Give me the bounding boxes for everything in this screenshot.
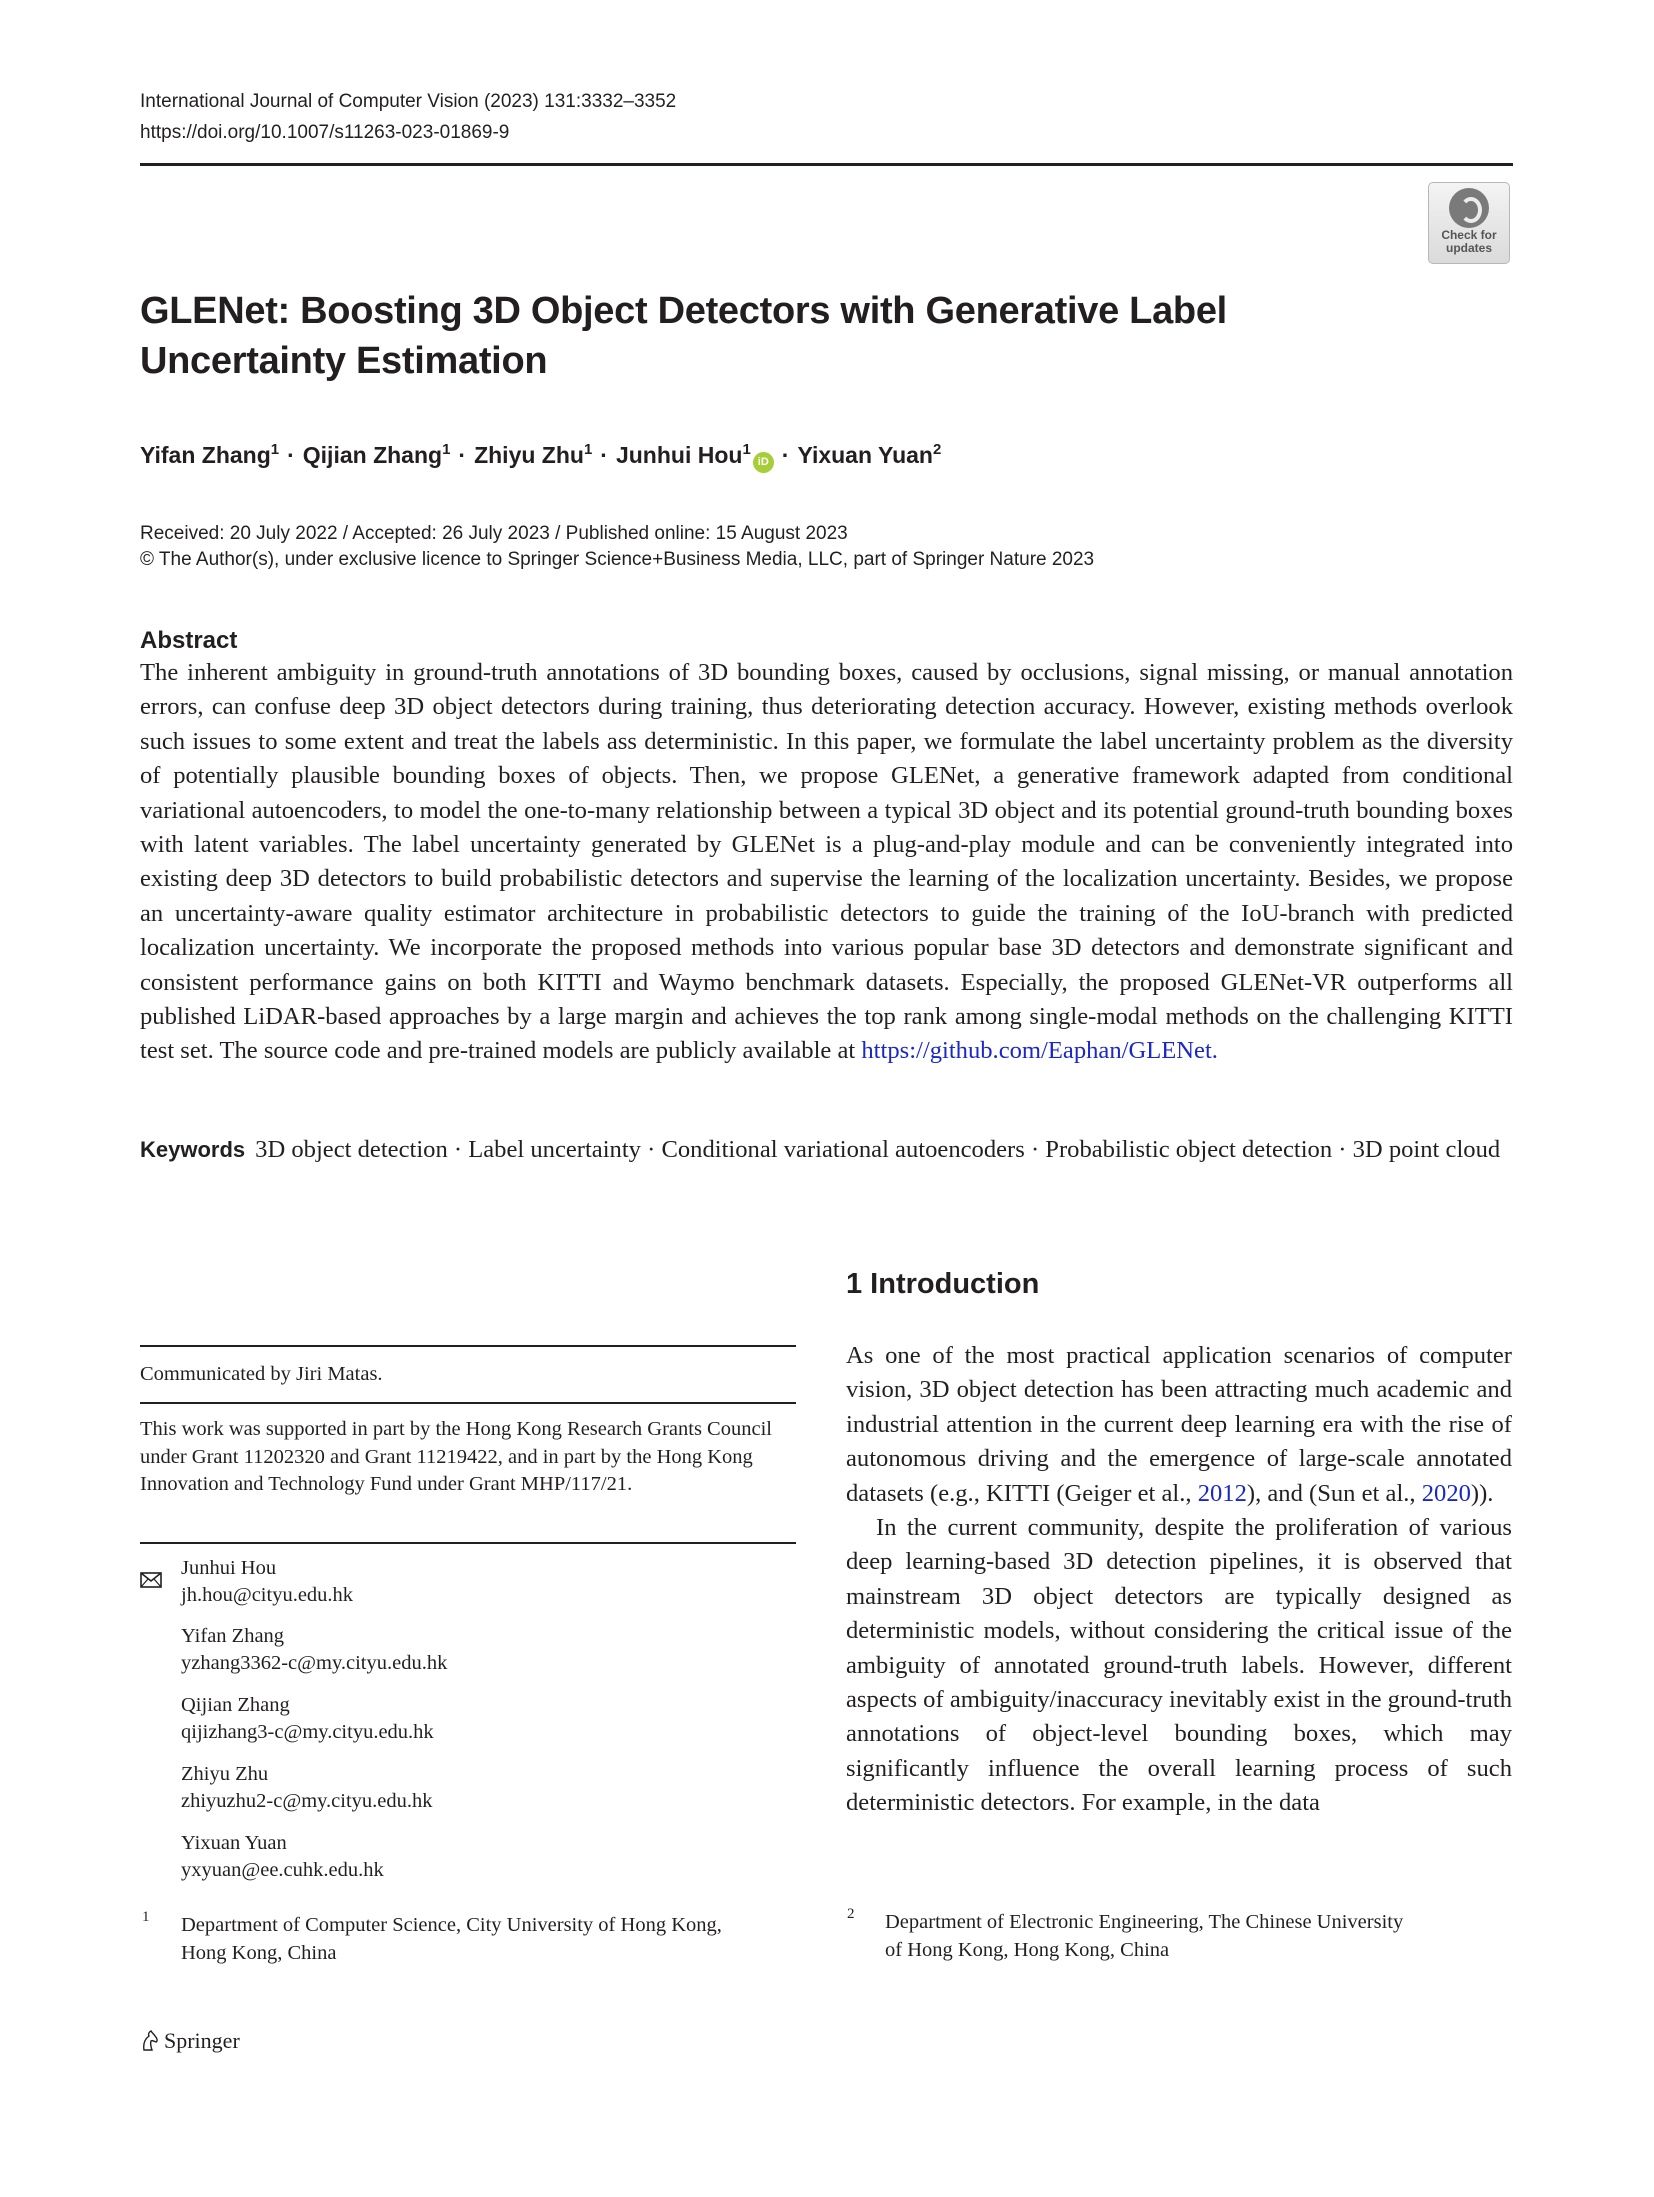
author-list: Yifan Zhang$^1$ · Qijian Zhang$^1$ · Zhiyu Zhu$^1$ · Junhui Hou$^1$iD · Yixuan Yuan$^2$ [140,432,941,473]
author-affiliation-mark: 1 [442,441,451,458]
intro-text: ), and (Sun et al., [1246,1479,1422,1507]
contact-name: Junhui Hou [181,1557,277,1579]
affiliation-number: 2 [847,1906,855,1922]
author-name[interactable]: Qijian Zhang [302,442,443,468]
badge-line-2: updates [1445,241,1492,255]
springer-horse-icon [140,2030,160,2052]
contact-name: Qijian Zhang [181,1694,290,1716]
header-rule [140,163,1513,166]
footnote-rule [140,1542,796,1544]
funding-note: This work was supported in part by the Hong Kong Research Grants Council under Grant 11202320 and Grant 11219422, and in part by the Hong Kong Innovation and Technology Fund under Grant MHP/117/21. [140,1418,772,1495]
author-name[interactable]: Junhui Hou [615,442,743,468]
author-affiliation-mark: 1 [742,441,751,458]
contact-name: Zhiyu Zhu [181,1763,269,1785]
contact-name: Yixuan Yuan [181,1832,287,1854]
copyright-line: © The Author(s), under exclusive licence to Springer Science+Business Media, LLC, part of Springer Nature 2023 [140,549,1095,570]
keywords [140,1133,1513,1167]
doi-link[interactable]: https://doi.org/10.1007/s11263-023-01869-9 [140,122,510,143]
envelope-icon [140,1572,162,1588]
code-repository-link[interactable]: https://github.com/Eaphan/GLENet. [861,1037,1218,1065]
footnote-rule [140,1402,796,1404]
contact-email[interactable]: yzhang3362-c@my.cityu.edu.hk [181,1652,448,1674]
abstract-body [140,656,1513,1069]
intro-text: )). [1470,1479,1494,1507]
contact-email[interactable]: jh.hou@cityu.edu.hk [181,1584,354,1606]
communicated-by: Communicated by Jiri Matas. [140,1363,383,1385]
affiliation-number: 1 [142,1909,150,1925]
introduction-body [846,1339,1512,1821]
footnote-rule [140,1345,796,1347]
keywords-list: 3D object detection · Label uncertainty · Conditional variational autoencoders · Probabilistic object detection · 3D point cloud [255,1136,1501,1163]
affiliation-text: Department of Electronic Engineering, The Chinese University of Hong Kong, Hong Kong, China [885,1911,1404,1961]
abstract-heading: Abstract [140,627,238,654]
intro-text: As one of the most practical application scenarios of computer vision, 3D object detection has been attracting much academic and industrial attention in the current deep learning era with the rise of autonomous driving and the emergence of large-scale annotated datasets (e.g., KITTI (Geiger et al., [846,1342,1512,1507]
author-name[interactable]: Yifan Zhang [140,442,271,468]
intro-paragraph: In the current community, despite the proliferation of various deep learning-based 3D detection pipelines, it is observed that mainstream 3D object detectors are typically designed as deterministic models, without considering the critical issue of the ambiguity of annotated ground-truth labels. However, different aspects of ambiguity/inaccuracy inevitably exist in the ground-truth annotations of object-level bounding boxes, which may significantly influence the overall learning process of such deterministic detectors. For example, in the data [846,1514,1512,1817]
orcid-icon[interactable]: iD [753,452,774,473]
paper-title: GLENet: Boosting 3D Object Detectors with Generative Label Uncertainty Estimation [140,290,1227,382]
keywords-label: Keywords [140,1137,246,1162]
author-affiliation-mark: 2 [932,441,942,458]
check-for-updates-icon [1449,188,1489,228]
publication-dates: Received: 20 July 2022 / Accepted: 26 July 2023 / Published online: 15 August 2023 [140,523,848,544]
affiliation-text: Department of Computer Science, City University of Hong Kong, Hong Kong, China [181,1914,722,1964]
publisher-logo [140,2026,240,2056]
journal-citation: International Journal of Computer Vision (2023) 131:3332–3352 [140,91,677,112]
badge-line-1: Check for [1441,228,1497,242]
citation-link[interactable]: 2012 [1197,1479,1247,1507]
contact-email[interactable]: qijizhang3-c@my.cityu.edu.hk [181,1721,434,1743]
author-affiliation-mark: 1 [583,441,593,458]
author-name[interactable]: Zhiyu Zhu [474,442,584,468]
author-affiliation-mark: 1 [270,441,280,458]
citation-link[interactable]: 2020 [1421,1479,1471,1507]
author-name[interactable]: Yixuan Yuan [797,442,933,468]
publisher-name: Springer [164,2028,240,2053]
contact-email[interactable]: yxyuan@ee.cuhk.edu.hk [181,1859,384,1881]
section-heading: 1 Introduction [846,1268,1040,1300]
contact-name: Yifan Zhang [181,1625,285,1647]
abstract-text: The inherent ambiguity in ground-truth annotations of 3D bounding boxes, caused by occlusions, signal missing, or manual annotation errors, can confuse deep 3D object detectors during training, thus deteriorating detection accuracy. However, existing methods overlook such issues to some extent and treat the labels ass deterministic. In this paper, we formulate the label uncertainty problem as the diversity of potentially plausible bounding boxes of objects. Then, we propose GLENet, a generative framework adapted from conditional variational autoencoders, to model the one-to-many relationship between a typical 3D object and its potential ground-truth bounding boxes with latent variables. The label uncertainty generated by GLENet is a plug-and-play module and can be conveniently integrated into existing deep 3D detectors to build probabilistic detectors and supervise the learning of the localization uncertainty. Besides, we propose an uncertainty-aware quality estimator architecture in probabilistic detectors to guide the training of the IoU-branch with predicted localization uncertainty. We incorporate the proposed methods into various popular base 3D detectors and demonstrate significant and consistent performance gains on both KITTI and Waymo benchmark datasets. Especially, the proposed GLENet-VR outperforms all published LiDAR-based approaches by a large margin and achieves the top rank among single-modal methods on the challenging KITTI test set. The source code and pre-trained models are publicly available at [140,659,1513,1065]
check-for-updates-badge[interactable] [1428,182,1510,264]
intro-paragraph [846,1339,1512,1511]
contact-email[interactable]: zhiyuzhu2-c@my.cityu.edu.hk [181,1790,433,1812]
